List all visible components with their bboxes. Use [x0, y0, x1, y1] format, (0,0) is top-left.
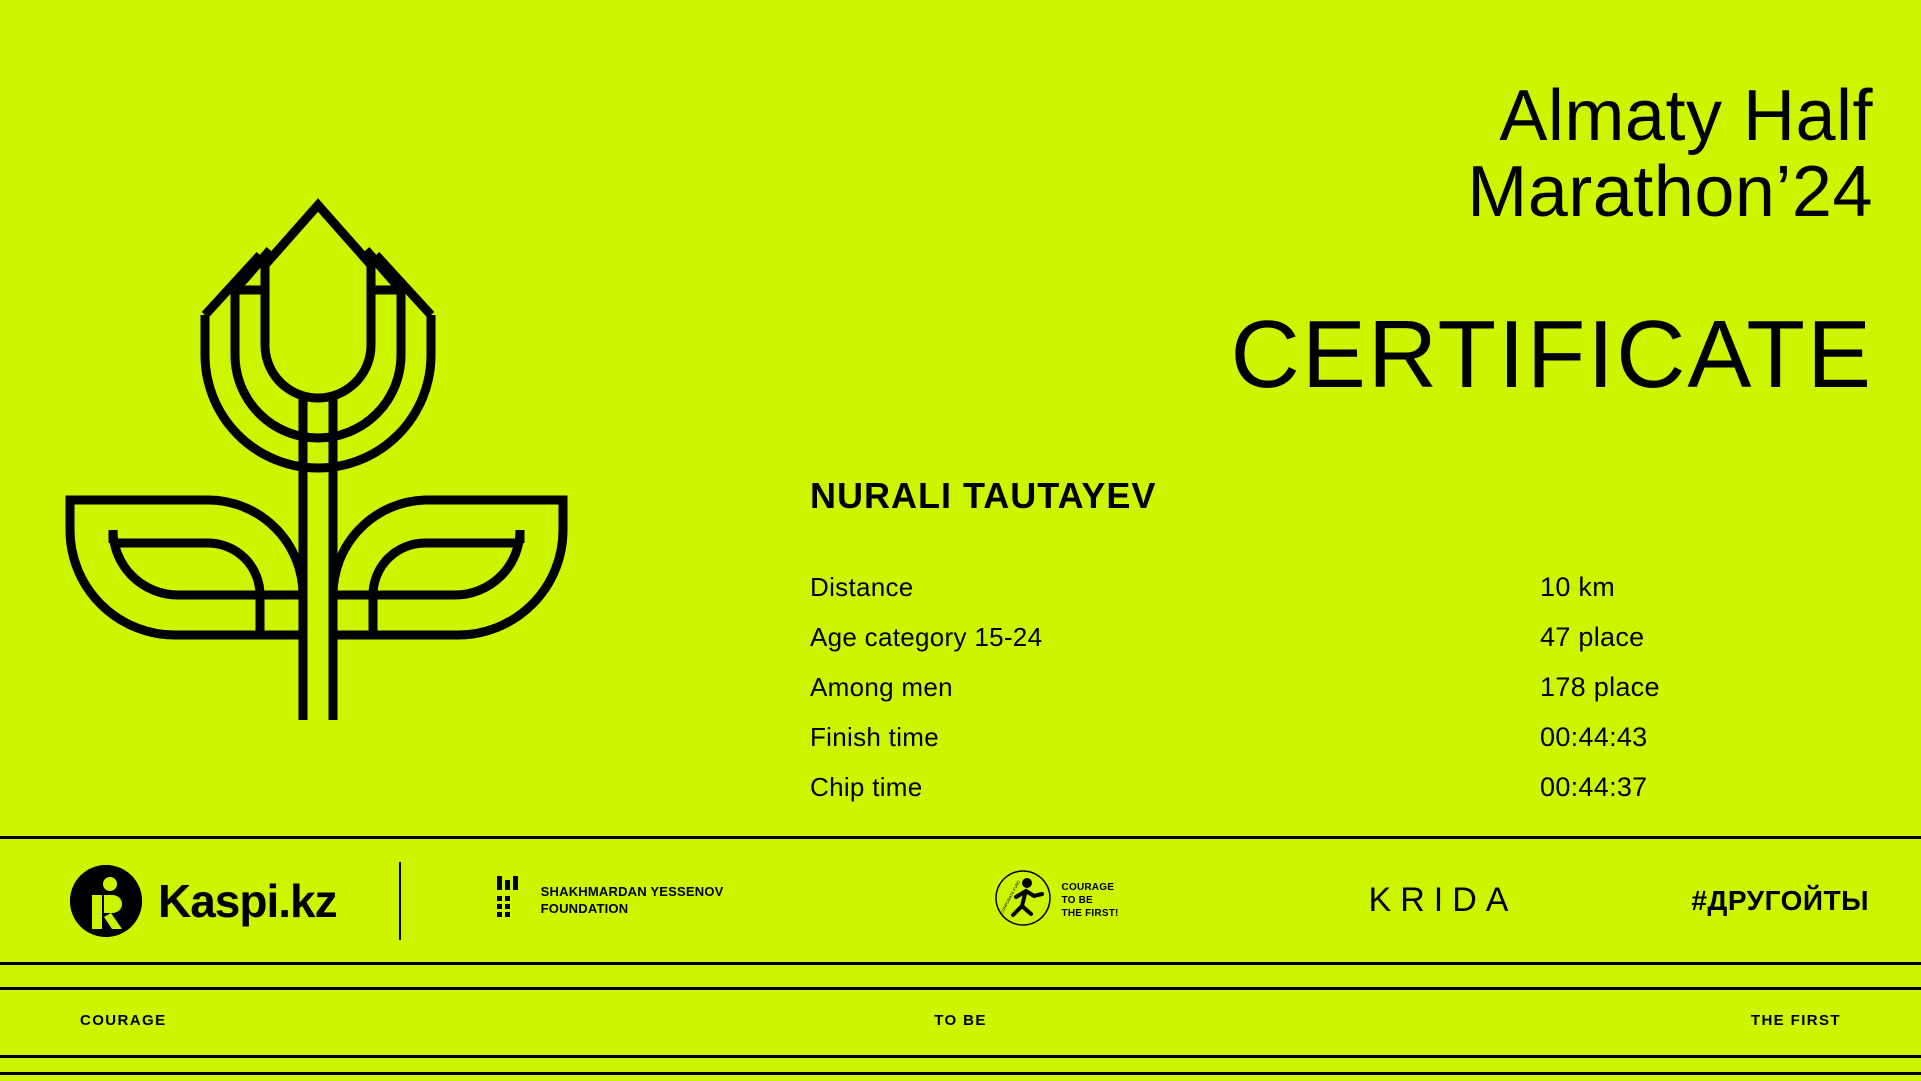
divider-line-3: [0, 987, 1921, 990]
slogan-part-3: THE FIRST: [1750, 1012, 1841, 1029]
corporate-line-1: COURAGE: [1061, 882, 1115, 893]
result-label: Distance: [810, 572, 914, 602]
event-title-line-2: Marathon’24: [1467, 152, 1873, 233]
corporate-line-3: THE FIRST!: [1061, 908, 1119, 919]
divider-line-4: [0, 1055, 1921, 1058]
table-row: [810, 722, 1800, 753]
table-row: [810, 572, 1800, 603]
divider-line-5: [0, 1072, 1921, 1075]
slogan-bar: [0, 1012, 1921, 1044]
result-value: 10 km: [1540, 572, 1616, 602]
results-table: [810, 572, 1800, 822]
result-label: Chip time: [810, 772, 923, 802]
kaspi-wordmark: Kaspi.kz: [158, 874, 337, 927]
sponsor-strip: [0, 839, 1921, 962]
result-value: 00:44:37: [1540, 772, 1648, 802]
sponsor-krida: KRIDA: [1368, 881, 1518, 919]
document-type-title: CERTIFICATE: [1230, 301, 1873, 408]
sponsor-hashtag: #ДРУГОЙТЫ: [1691, 884, 1869, 916]
sponsor-divider: [399, 862, 401, 940]
table-row: [810, 622, 1800, 653]
divider-line-2: [0, 962, 1921, 965]
yessenov-wordmark: [541, 884, 724, 917]
event-title: [1467, 78, 1873, 231]
tulip-emblem-icon: [60, 165, 575, 720]
corporate-line-2: TO BE: [1061, 895, 1093, 906]
table-row: [810, 772, 1800, 803]
result-label: Finish time: [810, 722, 939, 752]
yessenov-line-2: FOUNDATION: [540, 900, 629, 916]
corporate-fund-runner-icon: [992, 867, 1054, 934]
participant-name: NURALI TAUTAYEV: [810, 475, 1157, 516]
result-value: 178 place: [1540, 672, 1660, 702]
result-value: 00:44:43: [1540, 722, 1648, 752]
corporate-fund-caption: CORPORATE FUND: [998, 879, 1021, 915]
yessenov-line-1: SHAKHMARDAN YESSENOV: [540, 884, 724, 900]
result-label: Among men: [810, 672, 953, 702]
event-title-line-1: Almaty Half: [1499, 76, 1873, 156]
slogan-part-1: COURAGE: [80, 1012, 167, 1029]
sponsor-yessenov: [497, 876, 724, 925]
result-value: 47 place: [1540, 622, 1645, 652]
corporate-fund-wordmark: [1062, 881, 1119, 920]
table-row: [810, 672, 1800, 703]
yessenov-mark-icon: [497, 876, 529, 925]
kaspi-logo-icon: [70, 865, 142, 937]
sponsor-corporate-fund: [992, 867, 1119, 934]
slogan-part-2: TO BE: [934, 1012, 987, 1029]
result-label: Age category 15-24: [810, 622, 1043, 652]
sponsor-kaspi: [70, 865, 337, 937]
